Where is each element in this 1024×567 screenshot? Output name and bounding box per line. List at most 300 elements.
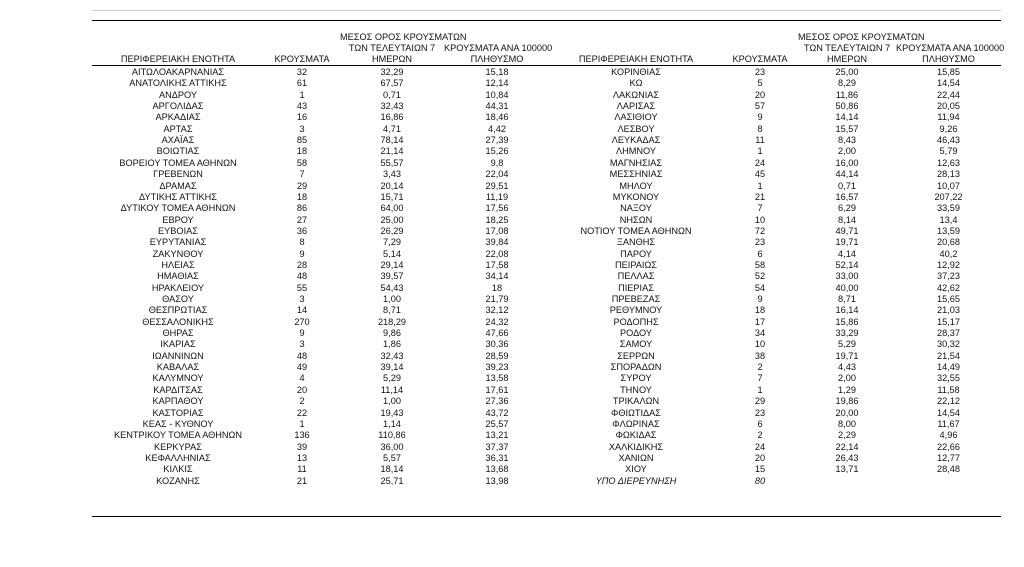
right-cell-avg: 0,71 bbox=[838, 180, 856, 191]
header-per-left: ΚΡΟΥΣΜΑΤΑ ΑΝΑ 100000 ΠΛΗΘΥΣΜΟ bbox=[444, 43, 553, 64]
left-cell-region: ΔΥΤΙΚΟΥ ΤΟΜΕΑ ΑΘΗΝΩΝ bbox=[120, 203, 236, 214]
right-cell-avg: 2,00 bbox=[838, 373, 856, 384]
right-cell-per: 40,2 bbox=[939, 248, 958, 259]
right-cell-cases: 29 bbox=[754, 396, 766, 407]
right-cell-per: 13,4 bbox=[939, 214, 958, 225]
left-cell-avg: 21,14 bbox=[380, 146, 404, 157]
right-cell-region: ΦΘΙΩΤΙΔΑΣ bbox=[610, 407, 661, 418]
right-cell-cases: 20 bbox=[754, 452, 766, 463]
table-row bbox=[92, 419, 1001, 430]
right-cell-avg: 16,14 bbox=[835, 305, 859, 316]
right-cell-avg: 8,00 bbox=[838, 418, 856, 429]
right-cell-region: ΣΥΡΟΥ bbox=[620, 373, 652, 384]
right-cell-cases: 20 bbox=[754, 89, 766, 100]
left-cell-per: 30,36 bbox=[485, 339, 509, 350]
left-cell-per: 39,23 bbox=[485, 362, 509, 373]
right-cell-per: 14,54 bbox=[937, 407, 960, 418]
right-cell-region: ΜΕΣΣΗΝΙΑΣ bbox=[609, 169, 663, 180]
right-cell-per: 12,63 bbox=[937, 157, 960, 168]
header-per-right: ΚΡΟΥΣΜΑΤΑ ΑΝΑ 100000 ΠΛΗΘΥΣΜΟ bbox=[896, 43, 1005, 64]
table-row bbox=[92, 260, 1001, 271]
left-cell-avg: 32,43 bbox=[380, 101, 404, 112]
left-cell-avg: 20,14 bbox=[380, 180, 404, 191]
right-cell-avg: 4,14 bbox=[838, 248, 856, 259]
left-cell-per: 47,66 bbox=[485, 328, 509, 339]
left-cell-per: 15,18 bbox=[485, 67, 509, 77]
left-cell-region: ΚΑΒΑΛΑΣ bbox=[156, 362, 200, 373]
table-row bbox=[92, 373, 1001, 384]
table-row bbox=[92, 135, 1001, 146]
right-cell-per: 30,32 bbox=[937, 339, 960, 350]
right-cell-per: 10,07 bbox=[937, 180, 960, 191]
left-cell-region: ΕΒΡΟΥ bbox=[162, 214, 194, 225]
right-cell-per: 20,05 bbox=[937, 101, 960, 112]
right-cell-avg: 8,71 bbox=[838, 294, 856, 304]
right-cell-avg: 13,71 bbox=[835, 464, 859, 475]
left-cell-region: ΘΑΣΟΥ bbox=[162, 294, 194, 304]
right-cell-avg: 8,29 bbox=[838, 78, 856, 89]
right-cell-region: ΚΩ bbox=[629, 78, 643, 89]
right-cell-per: 21,03 bbox=[937, 305, 960, 316]
left-cell-avg: 5,57 bbox=[383, 452, 401, 463]
right-cell-cases: 8 bbox=[757, 123, 763, 134]
table-row bbox=[92, 215, 1001, 226]
left-cell-cases: 13 bbox=[296, 452, 308, 463]
left-cell-avg: 32,43 bbox=[380, 350, 404, 361]
table-row bbox=[92, 317, 1001, 328]
table-row bbox=[92, 283, 1001, 294]
left-cell-cases: 20 bbox=[296, 384, 308, 395]
right-cell-avg: 16,00 bbox=[835, 157, 859, 168]
table-row bbox=[92, 351, 1001, 362]
right-cell-region: ΥΠΟ ΔΙΕΡΕΥΝΗΣΗ bbox=[595, 475, 677, 486]
right-cell-region: ΣΑΜΟΥ bbox=[619, 339, 653, 350]
left-cell-per: 27,39 bbox=[485, 135, 509, 146]
right-cell-region: ΚΟΡΙΝΘΙΑΣ bbox=[611, 67, 661, 77]
left-cell-region: ΒΟΙΩΤΙΑΣ bbox=[156, 146, 200, 157]
right-cell-avg: 5,29 bbox=[838, 339, 856, 350]
left-cell-avg: 54,43 bbox=[380, 282, 404, 293]
left-cell-region: ΚΑΣΤΟΡΙΑΣ bbox=[152, 407, 204, 418]
right-cell-per: 11,67 bbox=[937, 418, 960, 429]
left-cell-avg: 1,00 bbox=[383, 294, 401, 304]
header-region-right: ΠΕΡΙΦΕΡΕΙΑΚΗ ΕΝΟΤΗΤΑ bbox=[578, 54, 694, 64]
right-cell-region: ΣΕΡΡΩΝ bbox=[617, 350, 655, 361]
left-cell-region: ΑΡΤΑΣ bbox=[163, 123, 193, 134]
left-cell-cases: 18 bbox=[296, 191, 308, 202]
left-cell-per: 25,57 bbox=[485, 418, 509, 429]
right-cell-cases: 7 bbox=[757, 373, 763, 384]
left-cell-avg: 1,86 bbox=[383, 339, 401, 350]
right-cell-per: 11,58 bbox=[937, 384, 960, 395]
table-row bbox=[92, 249, 1001, 260]
table-header bbox=[92, 28, 1005, 66]
table-row bbox=[92, 237, 1001, 248]
left-cell-per: 12,14 bbox=[485, 78, 509, 89]
left-cell-cases: 36 bbox=[296, 225, 308, 236]
table-row bbox=[92, 181, 1001, 192]
right-cell-region: ΧΑΝΙΩΝ bbox=[618, 452, 654, 463]
right-cell-per: 28,13 bbox=[937, 169, 960, 180]
right-cell-per: 15,65 bbox=[937, 294, 960, 304]
left-cell-avg: 29,14 bbox=[380, 259, 404, 270]
left-cell-region: ΘΕΣΠΡΩΤΙΑΣ bbox=[148, 305, 208, 316]
left-cell-avg: 0,71 bbox=[383, 89, 401, 100]
left-cell-region: ΚΑΡΔΙΤΣΑΣ bbox=[153, 384, 203, 395]
left-cell-avg: 1,00 bbox=[383, 396, 401, 407]
left-cell-region: ΑΝΔΡΟΥ bbox=[158, 89, 197, 100]
right-cell-avg: 50,86 bbox=[835, 101, 859, 112]
right-cell-cases: 58 bbox=[754, 259, 766, 270]
left-cell-cases: 7 bbox=[299, 169, 305, 180]
left-cell-avg: 3,43 bbox=[383, 169, 401, 180]
left-cell-avg: 67,57 bbox=[380, 78, 404, 89]
table-row bbox=[92, 396, 1001, 407]
right-cell-region: ΠΕΛΛΑΣ bbox=[617, 271, 655, 282]
left-cell-per: 13,58 bbox=[485, 373, 509, 384]
left-cell-avg: 39,57 bbox=[380, 271, 404, 282]
left-cell-region: ΚΟΖΑΝΗΣ bbox=[156, 475, 200, 486]
left-cell-cases: 22 bbox=[296, 407, 308, 418]
left-cell-region: ΚΕΝΤΡΙΚΟΥ ΤΟΜΕΑ ΑΘΗΝΩΝ bbox=[113, 430, 243, 441]
right-cell-avg: 8,43 bbox=[838, 135, 856, 146]
right-cell-per: 11,94 bbox=[937, 112, 960, 123]
right-cell-cases: 15 bbox=[754, 464, 766, 475]
right-cell-avg: 6,29 bbox=[838, 203, 856, 214]
right-cell-avg: 33,29 bbox=[835, 328, 859, 339]
right-cell-per: 32,55 bbox=[937, 373, 960, 384]
left-cell-avg: 5,14 bbox=[383, 248, 401, 259]
right-cell-avg: 14,14 bbox=[835, 112, 859, 123]
right-cell-cases: 6 bbox=[757, 418, 763, 429]
table-row bbox=[92, 385, 1001, 396]
right-cell-region: ΛΕΣΒΟΥ bbox=[617, 123, 655, 134]
right-cell-per: 37,23 bbox=[937, 271, 960, 282]
right-cell-cases: 24 bbox=[754, 441, 766, 452]
left-cell-per: 36,31 bbox=[485, 452, 509, 463]
table-row bbox=[92, 169, 1001, 180]
left-cell-per: 11,19 bbox=[485, 191, 509, 202]
right-cell-avg: 15,86 bbox=[835, 316, 859, 327]
right-cell-avg: 2,29 bbox=[838, 430, 856, 441]
table-row bbox=[92, 271, 1001, 282]
left-cell-per: 17,08 bbox=[485, 225, 509, 236]
cases-table bbox=[92, 20, 1005, 517]
left-cell-avg: 64,00 bbox=[380, 203, 404, 214]
header-cases-left: ΚΡΟΥΣΜΑΤΑ bbox=[274, 54, 330, 64]
left-cell-per: 18 bbox=[491, 282, 503, 293]
left-cell-cases: 21 bbox=[296, 475, 308, 486]
right-cell-cases: 72 bbox=[754, 225, 766, 236]
left-cell-cases: 27 bbox=[296, 214, 308, 225]
right-cell-cases: 21 bbox=[754, 191, 766, 202]
left-cell-per: 17,61 bbox=[485, 384, 509, 395]
left-cell-per: 28,59 bbox=[485, 350, 509, 361]
right-cell-region: ΜΗΛΟΥ bbox=[619, 180, 653, 191]
left-cell-per: 18,25 bbox=[485, 214, 509, 225]
left-cell-cases: 28 bbox=[296, 259, 308, 270]
right-cell-per: 207,22 bbox=[934, 191, 963, 202]
right-cell-cases: 54 bbox=[754, 282, 766, 293]
left-cell-region: ΕΥΡΥΤΑΝΙΑΣ bbox=[149, 237, 207, 248]
right-cell-per: 46,43 bbox=[937, 135, 960, 146]
left-cell-cases: 11 bbox=[297, 464, 307, 475]
right-cell-per: 15,17 bbox=[937, 316, 960, 327]
right-cell-region: ΡΟΔΟΥ bbox=[619, 328, 652, 339]
right-cell-per: 42,62 bbox=[937, 282, 960, 293]
left-cell-per: 43,72 bbox=[485, 407, 509, 418]
left-cell-per: 17,56 bbox=[485, 203, 509, 214]
left-cell-avg: 19,43 bbox=[380, 407, 404, 418]
left-cell-cases: 3 bbox=[299, 123, 305, 134]
left-cell-avg: 9,86 bbox=[383, 328, 401, 339]
right-cell-region: ΛΗΜΝΟΥ bbox=[615, 146, 657, 157]
left-cell-per: 13,98 bbox=[485, 475, 509, 486]
left-cell-per: 39,84 bbox=[485, 237, 509, 248]
right-cell-cases: 34 bbox=[754, 328, 766, 339]
table-row bbox=[92, 408, 1001, 419]
right-cell-per: 9,26 bbox=[939, 123, 958, 134]
left-cell-avg: 55,57 bbox=[380, 157, 404, 168]
left-cell-cases: 4 bbox=[299, 373, 305, 384]
left-cell-avg: 8,71 bbox=[383, 305, 401, 316]
right-cell-region: ΛΑΣΙΘΙΟΥ bbox=[614, 112, 658, 123]
left-cell-cases: 39 bbox=[296, 441, 308, 452]
right-cell-region: ΠΡΕΒΕΖΑΣ bbox=[611, 294, 661, 304]
left-cell-cases: 3 bbox=[299, 294, 305, 304]
left-cell-avg: 218,29 bbox=[377, 316, 407, 327]
right-cell-avg: 19,71 bbox=[835, 237, 859, 248]
table-row bbox=[92, 328, 1001, 339]
right-cell-per: 22,44 bbox=[937, 89, 960, 100]
left-cell-avg: 16,86 bbox=[380, 112, 404, 123]
left-cell-per: 15,26 bbox=[485, 146, 509, 157]
left-cell-cases: 1 bbox=[299, 418, 305, 429]
table-row bbox=[92, 453, 1001, 464]
table-row bbox=[92, 192, 1001, 203]
right-cell-avg: 1,29 bbox=[838, 384, 856, 395]
left-cell-avg: 7,29 bbox=[383, 237, 401, 248]
left-cell-avg: 1,14 bbox=[383, 418, 401, 429]
left-cell-region: ΒΟΡΕΙΟΥ ΤΟΜΕΑ ΑΘΗΝΩΝ bbox=[119, 157, 237, 168]
left-cell-region: ΑΝΑΤΟΛΙΚΗΣ ΑΤΤΙΚΗΣ bbox=[129, 78, 227, 89]
right-cell-per: 15,85 bbox=[937, 67, 960, 77]
left-cell-avg: 36,00 bbox=[380, 441, 404, 452]
left-cell-per: 22,04 bbox=[485, 169, 509, 180]
left-cell-cases: 14 bbox=[296, 305, 308, 316]
right-cell-cases: 80 bbox=[754, 475, 766, 486]
table-row bbox=[92, 305, 1001, 316]
right-cell-region: ΜΥΚΟΝΟΥ bbox=[612, 191, 660, 202]
right-cell-per: 21,54 bbox=[937, 350, 960, 361]
left-cell-avg: 26,29 bbox=[380, 225, 404, 236]
right-cell-region: ΛΑΡΙΣΑΣ bbox=[616, 101, 656, 112]
left-cell-region: ΓΡΕΒΕΝΩΝ bbox=[153, 169, 203, 180]
table-row bbox=[92, 476, 1001, 487]
left-cell-region: ΑΧΑΪΑΣ bbox=[161, 135, 195, 146]
table-row bbox=[92, 430, 1001, 441]
right-cell-region: ΦΛΩΡΙΝΑΣ bbox=[612, 418, 660, 429]
right-cell-avg: 26,43 bbox=[835, 452, 859, 463]
left-cell-region: ΘΗΡΑΣ bbox=[162, 328, 194, 339]
left-cell-avg: 25,00 bbox=[380, 214, 404, 225]
right-cell-region: ΡΟΔΟΠΗΣ bbox=[613, 316, 659, 327]
left-cell-cases: 1 bbox=[299, 89, 305, 100]
left-cell-avg: 5,29 bbox=[383, 373, 401, 384]
left-cell-per: 13,68 bbox=[485, 464, 509, 475]
header-cases-right: ΚΡΟΥΣΜΑΤΑ bbox=[732, 54, 788, 64]
left-cell-avg: 32,29 bbox=[380, 67, 404, 77]
table-row bbox=[92, 203, 1001, 214]
left-cell-region: ΖΑΚΥΝΘΟΥ bbox=[152, 248, 204, 259]
table-row bbox=[92, 362, 1001, 373]
left-cell-region: ΗΜΑΘΙΑΣ bbox=[157, 271, 199, 282]
right-cell-region: ΦΩΚΙΔΑΣ bbox=[615, 430, 657, 441]
right-cell-cases: 24 bbox=[754, 157, 766, 168]
right-cell-avg: 20,00 bbox=[835, 407, 859, 418]
left-cell-per: 10,84 bbox=[485, 89, 509, 100]
right-cell-per: 5,79 bbox=[939, 146, 958, 157]
left-cell-cases: 9 bbox=[299, 328, 305, 339]
right-cell-avg: 19,71 bbox=[835, 350, 859, 361]
left-cell-region: ΚΑΡΠΑΘΟΥ bbox=[152, 396, 204, 407]
left-cell-avg: 39,14 bbox=[380, 362, 404, 373]
right-cell-avg: 16,57 bbox=[835, 191, 859, 202]
left-cell-per: 4,42 bbox=[488, 123, 506, 134]
right-cell-cases: 57 bbox=[754, 101, 766, 112]
right-cell-region: ΜΑΓΝΗΣΙΑΣ bbox=[609, 157, 663, 168]
table-row bbox=[92, 464, 1001, 475]
left-cell-region: ΚΕΑΣ - ΚΥΘΝΟΥ bbox=[142, 418, 214, 429]
right-cell-avg: 2,00 bbox=[838, 146, 856, 157]
left-cell-cases: 16 bbox=[296, 112, 308, 123]
right-cell-region: ΝΟΤΙΟΥ ΤΟΜΕΑ ΑΘΗΝΩΝ bbox=[580, 225, 692, 236]
left-cell-avg: 25,71 bbox=[380, 475, 404, 486]
right-cell-avg: 25,00 bbox=[835, 67, 859, 77]
right-cell-cases: 2 bbox=[757, 430, 763, 441]
right-cell-region: ΠΙΕΡΙΑΣ bbox=[618, 282, 654, 293]
left-cell-region: ΔΡΑΜΑΣ bbox=[159, 180, 197, 191]
left-cell-cases: 48 bbox=[296, 271, 308, 282]
right-cell-avg: 8,14 bbox=[838, 214, 856, 225]
right-cell-avg: 52,14 bbox=[835, 259, 859, 270]
right-cell-cases: 38 bbox=[754, 350, 766, 361]
left-cell-region: ΚΕΡΚΥΡΑΣ bbox=[154, 441, 202, 452]
table-row bbox=[92, 124, 1001, 135]
left-cell-per: 32,12 bbox=[485, 305, 509, 316]
left-cell-cases: 9 bbox=[299, 248, 305, 259]
left-cell-per: 29,51 bbox=[485, 180, 509, 191]
left-cell-avg: 78,14 bbox=[380, 135, 404, 146]
right-cell-region: ΧΑΛΚΙΔΙΚΗΣ bbox=[608, 441, 664, 452]
right-cell-cases: 6 bbox=[757, 248, 763, 259]
right-cell-cases: 1 bbox=[757, 180, 763, 191]
right-cell-cases: 10 bbox=[754, 214, 766, 225]
right-cell-cases: 9 bbox=[757, 112, 763, 123]
top-divider bbox=[92, 10, 1001, 11]
left-cell-cases: 18 bbox=[296, 146, 308, 157]
left-cell-per: 34,14 bbox=[485, 271, 509, 282]
right-cell-per: 12,92 bbox=[937, 259, 960, 270]
right-cell-per: 22,12 bbox=[937, 396, 960, 407]
right-cell-per: 14,49 bbox=[937, 362, 960, 373]
left-cell-cases: 48 bbox=[296, 350, 308, 361]
left-cell-cases: 32 bbox=[296, 67, 308, 77]
left-cell-per: 22,08 bbox=[485, 248, 509, 259]
left-cell-region: ΘΕΣΣΑΛΟΝΙΚΗΣ bbox=[142, 316, 214, 327]
right-cell-cases: 1 bbox=[757, 384, 763, 395]
right-cell-region: ΛΕΥΚΑΔΑΣ bbox=[611, 135, 661, 146]
left-cell-avg: 4,71 bbox=[383, 123, 401, 134]
left-cell-per: 13,21 bbox=[485, 430, 509, 441]
right-cell-per: 13,59 bbox=[937, 225, 960, 236]
left-cell-region: ΕΥΒΟΙΑΣ bbox=[158, 225, 198, 236]
left-cell-cases: 86 bbox=[296, 203, 308, 214]
right-cell-region: ΝΑΞΟΥ bbox=[620, 203, 652, 214]
left-cell-cases: 61 bbox=[296, 78, 308, 89]
left-cell-region: ΑΡΓΟΛΙΔΑΣ bbox=[152, 101, 204, 112]
left-cell-cases: 2 bbox=[299, 396, 305, 407]
right-cell-region: ΧΙΟΥ bbox=[625, 464, 647, 475]
table-row bbox=[92, 78, 1001, 89]
right-cell-per: 33,59 bbox=[937, 203, 960, 214]
left-cell-region: ΑΙΤΩΛΟΑΚΑΡΝΑΝΙΑΣ bbox=[131, 67, 225, 77]
left-cell-cases: 3 bbox=[299, 339, 305, 350]
table-row bbox=[92, 67, 1001, 78]
right-cell-region: ΞΑΝΘΗΣ bbox=[616, 237, 656, 248]
left-cell-cases: 29 bbox=[296, 180, 308, 191]
right-cell-cases: 9 bbox=[757, 294, 763, 304]
left-cell-avg: 11,14 bbox=[380, 384, 404, 395]
left-cell-per: 18,46 bbox=[485, 112, 509, 123]
left-cell-region: ΙΩΑΝΝΙΝΩΝ bbox=[152, 350, 204, 361]
right-cell-avg: 40,00 bbox=[835, 282, 859, 293]
table-row bbox=[92, 90, 1001, 101]
left-cell-cases: 55 bbox=[296, 282, 308, 293]
right-cell-region: ΛΑΚΩΝΙΑΣ bbox=[612, 89, 660, 100]
right-cell-region: ΤΡΙΚΑΛΩΝ bbox=[612, 396, 660, 407]
right-cell-per: 4,96 bbox=[939, 430, 958, 441]
right-cell-per bbox=[896, 476, 1001, 487]
header-region-left: ΠΕΡΙΦΕΡΕΙΑΚΗ ΕΝΟΤΗΤΑ bbox=[120, 54, 236, 64]
left-cell-per: 17,58 bbox=[485, 259, 509, 270]
left-cell-cases: 43 bbox=[296, 101, 308, 112]
left-cell-cases: 8 bbox=[299, 237, 305, 248]
left-cell-region: ΙΚΑΡΙΑΣ bbox=[160, 339, 196, 350]
right-cell-region: ΡΕΘΥΜΝΟΥ bbox=[609, 305, 663, 316]
right-cell-region: ΤΗΝΟΥ bbox=[620, 384, 652, 395]
right-cell-cases: 52 bbox=[754, 271, 766, 282]
right-cell-cases: 23 bbox=[754, 237, 766, 248]
left-cell-per: 37,37 bbox=[485, 441, 509, 452]
left-cell-cases: 85 bbox=[296, 135, 308, 146]
right-cell-cases: 23 bbox=[754, 407, 766, 418]
right-cell-region: ΝΗΣΩΝ bbox=[619, 214, 653, 225]
left-cell-region: ΑΡΚΑΔΙΑΣ bbox=[155, 112, 201, 123]
left-cell-per: 44,31 bbox=[485, 101, 509, 112]
table-row bbox=[92, 226, 1001, 237]
left-cell-region: ΚΕΦΑΛΛΗΝΙΑΣ bbox=[145, 452, 211, 463]
right-cell-cases: 45 bbox=[754, 169, 766, 180]
right-cell-avg: 11,86 bbox=[835, 89, 859, 100]
left-cell-avg: 15,71 bbox=[380, 191, 404, 202]
left-cell-per: 24,32 bbox=[485, 316, 509, 327]
left-cell-region: ΗΛΕΙΑΣ bbox=[161, 259, 195, 270]
right-cell-cases: 11 bbox=[755, 135, 765, 146]
header-avg-right: ΜΕΣΟΣ ΟΡΟΣ ΚΡΟΥΣΜΑΤΩΝ ΤΩΝ ΤΕΛΕΥΤΑΙΩΝ 7 ΗΜΕΡΩΝ bbox=[798, 32, 925, 64]
right-cell-cases: 18 bbox=[754, 305, 766, 316]
right-cell-avg: 19,86 bbox=[835, 396, 859, 407]
